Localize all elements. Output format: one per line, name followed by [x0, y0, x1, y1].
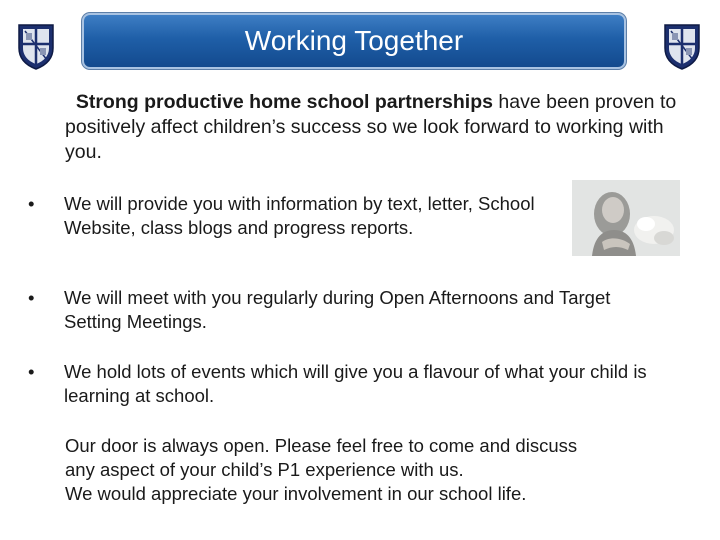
page-title: Working Together	[244, 25, 464, 56]
bullet-text: We hold lots of events which will give you a flavour of what your child is learning at school.	[64, 361, 647, 406]
closing-line: any aspect of your child’s P1 experience with us.	[65, 459, 464, 480]
teacher-photo	[572, 180, 680, 256]
school-crest-icon	[662, 22, 702, 70]
bullet-dot: •	[28, 287, 35, 308]
bullet-text: We will meet with you regularly during Open Afternoons and Target Setting Meetings.	[64, 287, 611, 332]
teacher-photo-illustration	[572, 180, 680, 256]
closing-line: Our door is always open. Please feel free to come and discuss	[65, 435, 578, 456]
bullet-dot: •	[28, 361, 35, 382]
intro-lead: Strong productive home school partnerships	[75, 91, 493, 113]
closing-paragraph	[65, 434, 705, 506]
closing-line: We would appreciate your involvement in our school life.	[65, 483, 527, 504]
intro-rest: have been proven to positively affect children’s success so we look forward to working with you.	[65, 91, 677, 163]
title-banner	[84, 15, 624, 67]
bullet-item	[28, 192, 558, 240]
bullet-item	[28, 286, 668, 334]
bullet-item	[28, 360, 668, 408]
bullet-text: We will provide you with information by text, letter, School Website, class blogs and progress reports.	[64, 193, 535, 238]
bullet-dot: •	[28, 193, 35, 214]
school-crest-icon	[16, 22, 56, 70]
intro-paragraph	[65, 90, 685, 165]
